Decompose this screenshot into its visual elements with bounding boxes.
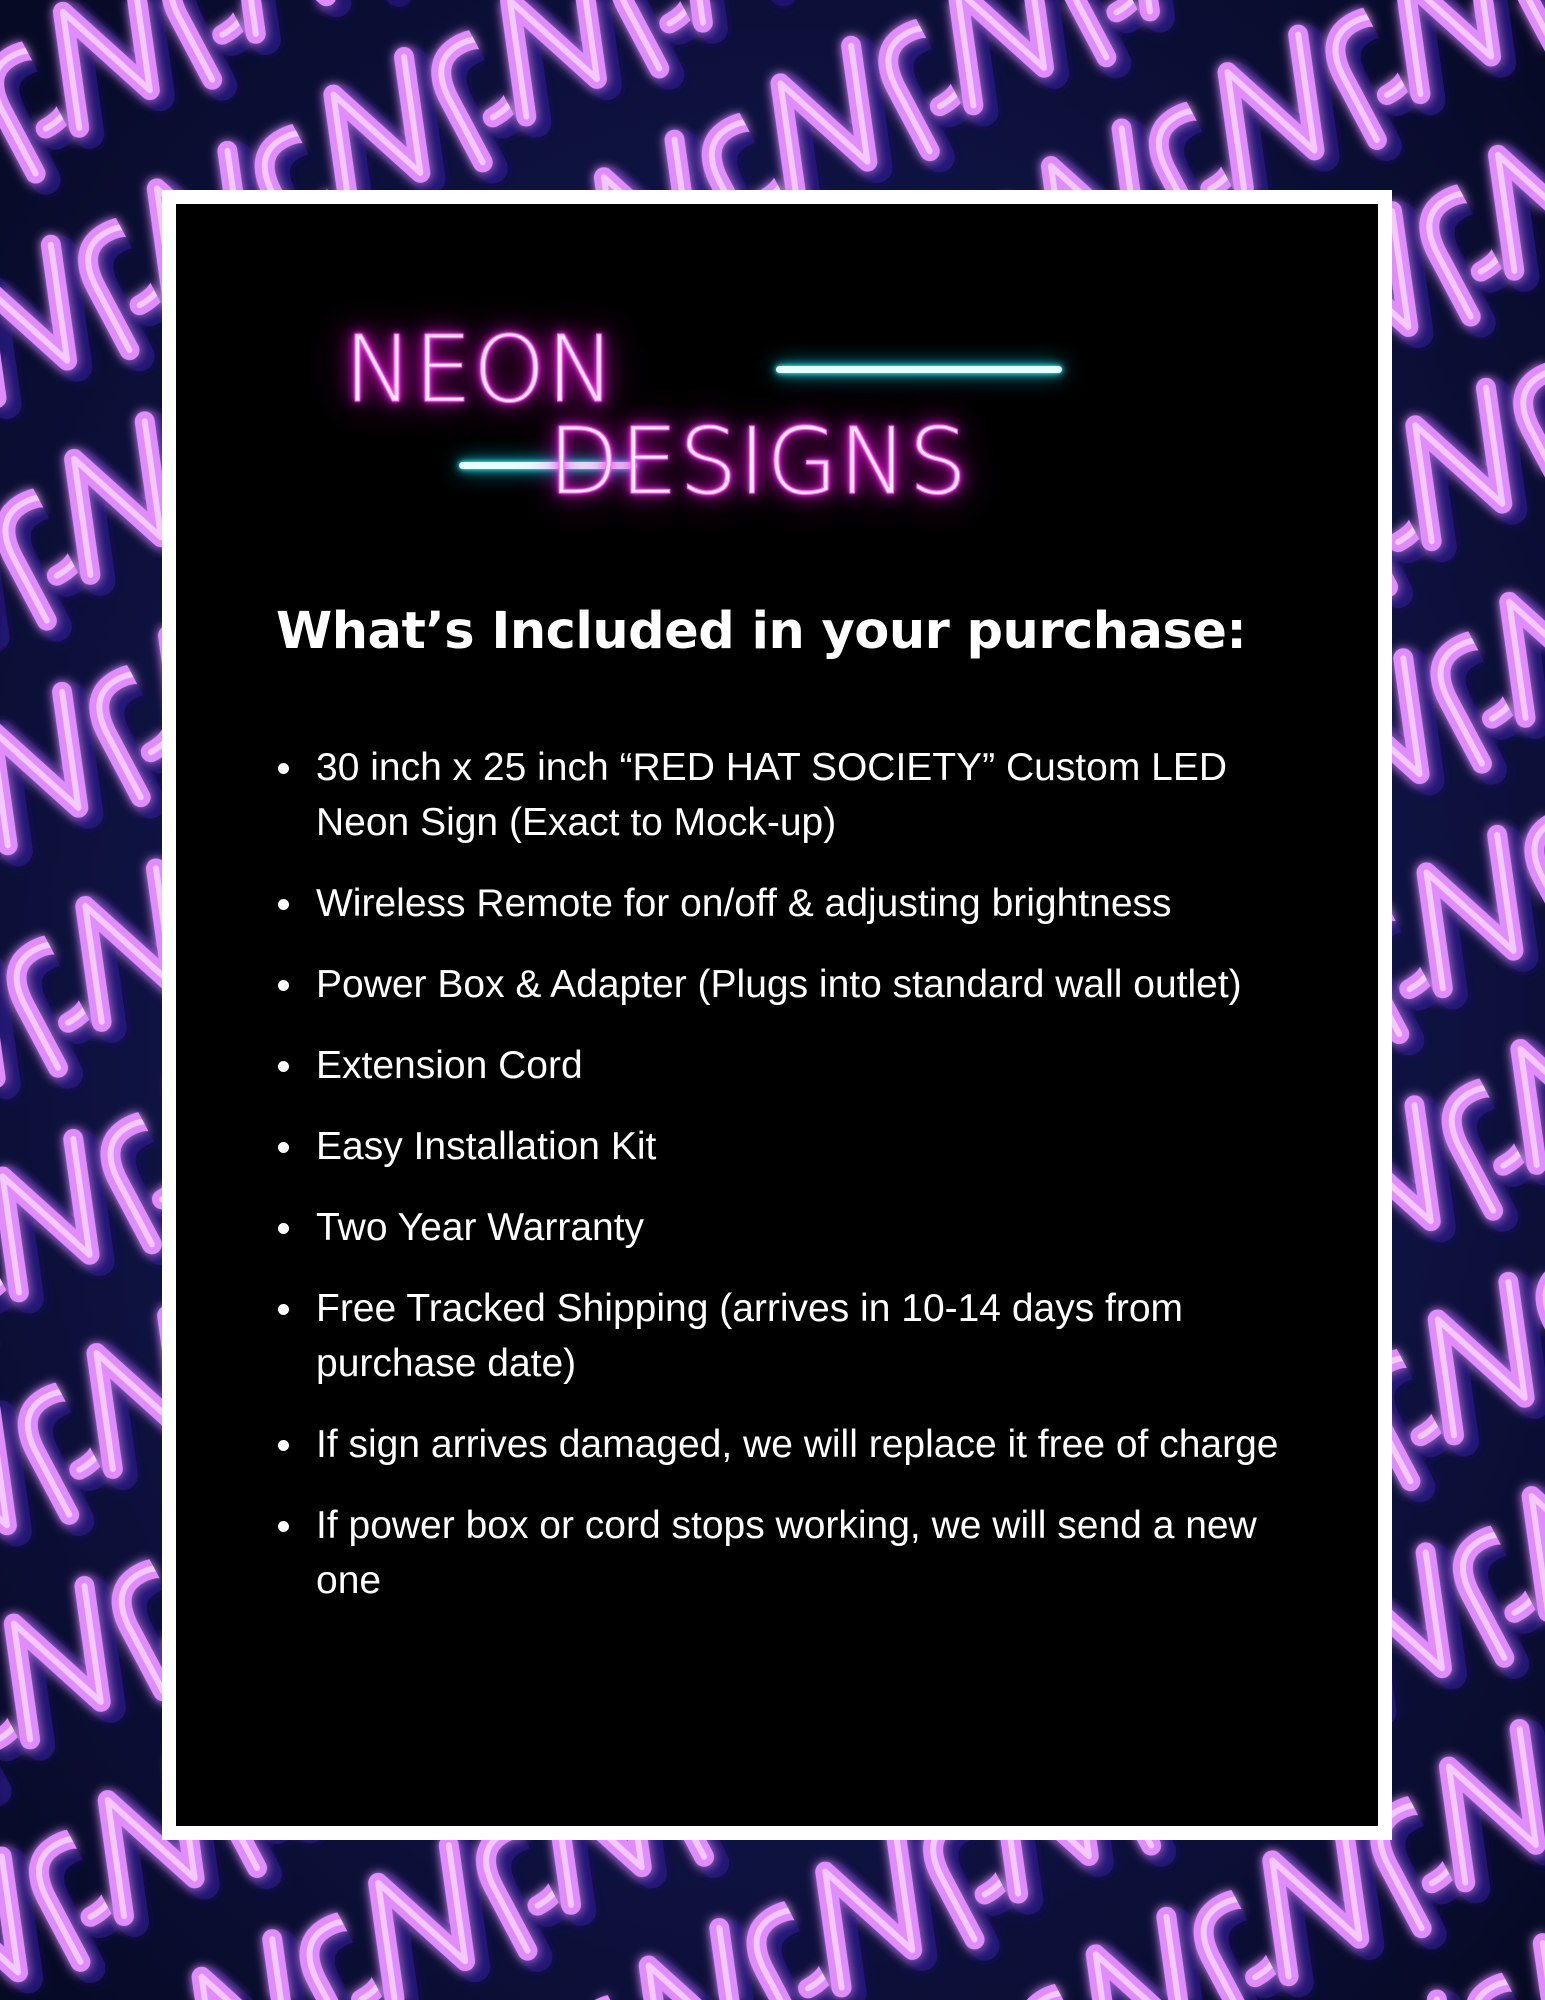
list-item xyxy=(272,1038,1312,1093)
bullet-icon xyxy=(278,980,289,991)
included-heading: What’s Included in your purchase: xyxy=(276,602,1247,661)
list-item-text: Power Box & Adapter (Plugs into standard wall outlet) xyxy=(316,963,1242,1006)
list-item xyxy=(272,876,1312,931)
list-item xyxy=(272,1119,1312,1174)
bullet-icon xyxy=(278,1061,289,1072)
logo-word-designs: DESIGNS xyxy=(548,408,969,515)
bullet-icon xyxy=(278,899,289,910)
list-item-text: Wireless Remote for on/off & adjusting brightness xyxy=(316,882,1172,925)
included-items-card xyxy=(162,190,1392,1840)
list-item-text: If sign arrives damaged, we will replace it free of charge xyxy=(316,1423,1279,1466)
list-item-text: If power box or cord stops working, we will send a new one xyxy=(316,1504,1257,1602)
list-item xyxy=(272,1498,1312,1608)
list-item-text: 30 inch x 25 inch “RED HAT SOCIETY” Custom LED Neon Sign (Exact to Mock-up) xyxy=(316,746,1228,844)
list-item xyxy=(272,1200,1312,1255)
list-item xyxy=(272,1281,1312,1391)
list-item-text: Free Tracked Shipping (arrives in 10-14 days from purchase date) xyxy=(316,1287,1184,1385)
list-item xyxy=(272,1417,1312,1472)
bullet-icon xyxy=(278,1521,289,1532)
bullet-icon xyxy=(278,1440,289,1451)
list-item-text: Two Year Warranty xyxy=(316,1206,645,1249)
bullet-icon xyxy=(278,1304,289,1315)
included-items-list xyxy=(272,740,1312,1634)
bullet-icon xyxy=(278,1142,289,1153)
bullet-icon xyxy=(278,763,289,774)
list-item xyxy=(272,957,1312,1012)
bullet-icon xyxy=(278,1223,289,1234)
list-item xyxy=(272,740,1312,850)
list-item-text: Easy Installation Kit xyxy=(316,1125,657,1168)
list-item-text: Extension Cord xyxy=(316,1044,583,1087)
logo-cyan-bar-top xyxy=(776,366,1062,373)
logo-word-neon: NEON xyxy=(344,316,617,423)
